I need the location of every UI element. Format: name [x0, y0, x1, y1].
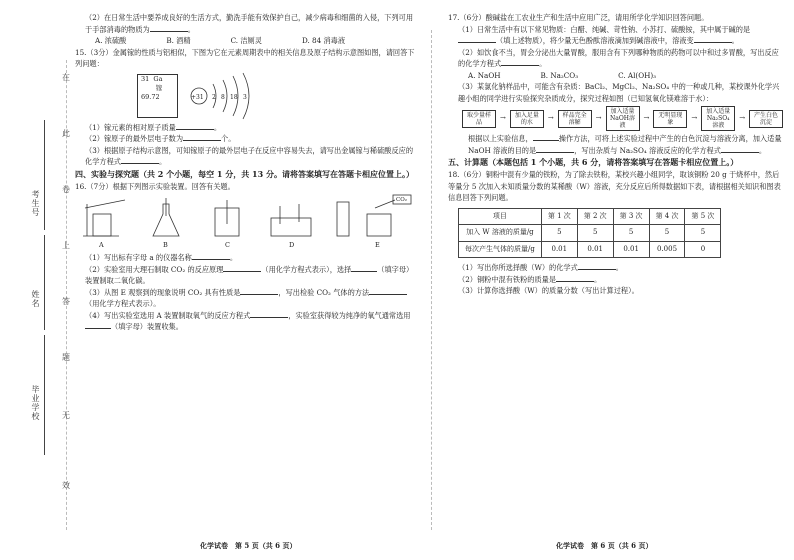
arrow-icon: →	[499, 113, 506, 122]
experiment-flowchart	[448, 106, 783, 131]
element-name: 镓	[155, 83, 163, 92]
binding-margin	[0, 0, 60, 560]
q17-2-text: （2）如饮食不当，胃会分泌出大量胃酸，服用含有下列哪种物质的药物可以中和过多胃酸，写出反应的化学方程式 。	[458, 47, 779, 68]
table-row	[459, 241, 721, 258]
q18-2-text: （2）铜粉中混有铁粉的质量是 。	[458, 274, 602, 284]
shell-electrons: 8	[221, 93, 225, 101]
page-5-column	[75, 12, 415, 333]
co2-label: CO₂	[396, 197, 407, 203]
table-cell: 每次产生气体的质量/g	[459, 241, 542, 258]
gallium-figure	[75, 72, 415, 120]
q17-3-text: （3）某氯化钠样品中，可能含有杂质：BaCl₂、MgCl₂、Na₂SO₄ 中的一种或几种，某校课外化学兴趣小组的同学进行实验探究杂质成分，探究过程如图（已知氢氧化镁难溶于水）：	[458, 82, 780, 103]
element-symbol: Ga	[153, 74, 163, 83]
page-6-column	[448, 12, 783, 297]
shell-electrons: 2	[212, 93, 216, 101]
option: C. 洁厕灵	[230, 36, 262, 45]
q16-2-text: （2）实验室用大理石制取 CO₂ 的反应原理 （用化学方程式表示），选择 （填字母）装置制取二氧化碳。	[85, 264, 414, 285]
table-header-cell: 第 2 次	[577, 208, 613, 225]
table-cell: 5	[649, 225, 685, 242]
table-header-cell: 第 3 次	[613, 208, 649, 225]
periodic-cell	[137, 74, 178, 118]
data-table	[458, 208, 721, 259]
table-cell: 5	[613, 225, 649, 242]
apparatus-label: D	[289, 241, 295, 249]
page-6-footer: 化学试卷 第 6 页（共 6 页）	[556, 541, 653, 550]
q18-text: 18.（6分）铜粉中混有少量的铁粉，为了除去铁粉，某校兴趣小组同学，取该铜粉 20 g 于烧杯中，然后等量分 5 次加入未知质量分数的某稀酸（W）溶液，充分反应后所得数据如下表，请根据相关知识和图表信息回答下列问题。	[448, 170, 781, 202]
seal-char: 卷	[62, 185, 70, 194]
seal-char: 答	[62, 297, 70, 306]
exam-no-line	[44, 120, 45, 230]
seal-char: 题	[62, 353, 70, 362]
option: B. 酒精	[166, 36, 191, 45]
flow-step: 取少量样品	[462, 110, 496, 128]
flow-step: 样品完全溶解	[558, 110, 592, 128]
table-cell: 0.005	[649, 241, 685, 258]
seal-char: 无	[62, 411, 70, 420]
flow-step: 加入适量NaOH溶液	[606, 106, 640, 131]
table-cell: 0.01	[613, 241, 649, 258]
school-label: 毕业学校	[31, 385, 40, 421]
option: D. 84 消毒液	[301, 36, 346, 45]
table-header-cell: 第 5 次	[685, 208, 721, 225]
atomic-mass: 69.72	[141, 92, 160, 101]
column-divider	[431, 30, 432, 530]
table-cell: 加入 W 溶液的质量/g	[459, 225, 542, 242]
arrow-icon: →	[547, 113, 554, 122]
table-header-cell: 项目	[459, 208, 542, 225]
table-row	[459, 225, 721, 242]
table-cell: 5	[685, 225, 721, 242]
atomic-number: 31	[141, 74, 150, 83]
apparatus-label: E	[375, 241, 380, 249]
page-5-footer: 化学试卷 第 5 页（共 6 页）	[200, 541, 297, 550]
q18-1-text: （1）写出你所选择酸（W）的化学式 。	[458, 263, 623, 272]
arrow-icon: →	[691, 113, 698, 122]
table-cell: 5	[577, 225, 613, 242]
apparatus-label: B	[163, 241, 168, 249]
q15-1-text: （1）镓元素的相对原子质量 。	[85, 122, 222, 132]
apparatus-figure	[75, 194, 415, 250]
table-cell: 0	[685, 241, 721, 258]
q16-text: 16.（7分）根据下列图示实验装置。回答有关题。	[75, 181, 235, 191]
arrow-icon: →	[739, 113, 746, 122]
q14-2-text: （2）在日常生活中要养成良好的生活方式，勤洗手能有效保护自己，减少病毒和细菌的入侵，下列可用于手部消毒的物质为 。	[85, 13, 414, 34]
school-line	[44, 335, 45, 455]
q17-text: 17.（6分）酸碱盐在工农业生产和生活中应用广泛，请用所学化学知识回答问题。	[448, 13, 709, 22]
option: A. NaOH	[468, 70, 501, 80]
table-cell: 5	[541, 225, 577, 242]
seal-char: 效	[62, 481, 70, 490]
option: A. 浓硫酸	[95, 36, 127, 45]
shell-electrons: 18	[230, 93, 238, 101]
table-cell: 0.01	[541, 241, 577, 258]
section-4-heading: 四、实验与探究题（共 2 个小题，每空 1 分，共 13 分。请将答案填写在答题卡相应位置上。）	[75, 168, 414, 179]
arrow-icon: →	[643, 113, 650, 122]
table-header-cell: 第 4 次	[649, 208, 685, 225]
arrow-icon: →	[595, 113, 602, 122]
section-5-heading: 五、计算题（本题包括 1 个小题，共 6 分，请将答案填写在答题卡相应位置上。）	[448, 157, 739, 167]
flow-step: 无明显现象	[653, 110, 687, 128]
q16-3-text: （3）从图 E 观察到的现象说明 CO₂ 具有性质是 ，写出检验 CO₂ 气体的方法（用化学方程式表示）。	[75, 287, 415, 310]
q15-text: 15.（3分）金属镓的性质与铝相似，下图为它在元素周期表中的相关信息及原子结构示意图如图，请回答下列问题：	[75, 47, 415, 68]
table-header-cell: 第 1 次	[541, 208, 577, 225]
q14-options	[75, 35, 415, 47]
option: B. Na₂CO₃	[540, 70, 579, 80]
apparatus-label: A	[99, 241, 104, 249]
table-cell: 0.01	[577, 241, 613, 258]
q17-3-answer-text: 根据以上实验信息， 操作方法，可将上述实验过程中产生的白色沉淀与溶液分离，加入适量 NaOH 溶液的目的是 ，写出杂质与 Na₂SO₄ 溶液反应的化学方程式 。	[468, 134, 782, 155]
seal-char: 上	[62, 241, 70, 250]
seal-char: 此	[62, 129, 70, 138]
seal-char: 在	[62, 73, 70, 82]
nucleus-charge: +31	[191, 93, 204, 101]
q16-4-text: （4）写出实验室选用 A 装置制取氧气的反应方程式 ，实验室获得较为纯净的氧气通常选用（填字母）装置收集。	[85, 310, 411, 331]
exam-no-label: 考生号	[31, 190, 40, 217]
flow-step: 产生白色沉淀	[749, 110, 783, 128]
q17-2-options	[448, 70, 783, 82]
q16-1-text: （1）写出标有字母 a 的仪器名称 。	[85, 253, 238, 262]
q17-1-text: （1）日常生活中有以下常见物质：白醋、纯碱、苛性钠、小苏打、硫酸铵，其中属于碱的是（填上述物质），将少量无色酚酞溶液滴加到碱溶液中，溶液变 。	[458, 24, 751, 45]
q18-3-text: （3）计算你选择酸（W）的质量分数（写出计算过程）。	[458, 286, 639, 295]
name-line	[44, 235, 45, 330]
apparatus-label: C	[225, 241, 230, 249]
name-label: 姓名	[31, 290, 40, 308]
shell-electrons: 3	[243, 93, 247, 101]
option: C. Al(OH)₃	[618, 70, 657, 80]
flow-step: 加入适量Na₂SO₄溶液	[701, 106, 735, 131]
q15-2-text: （2）镓原子的最外层电子数为 个。	[85, 134, 236, 143]
q15-3-text: （3）根据原子结构示意图，可知镓原子的最外层电子在反应中容易失去，请写出金属镓与稀硫酸反应的化学方程式 。	[85, 145, 414, 166]
table-header-row	[459, 208, 721, 225]
flow-step: 加入足量的水	[510, 110, 544, 128]
lab-apparatus-drawing	[75, 194, 415, 242]
